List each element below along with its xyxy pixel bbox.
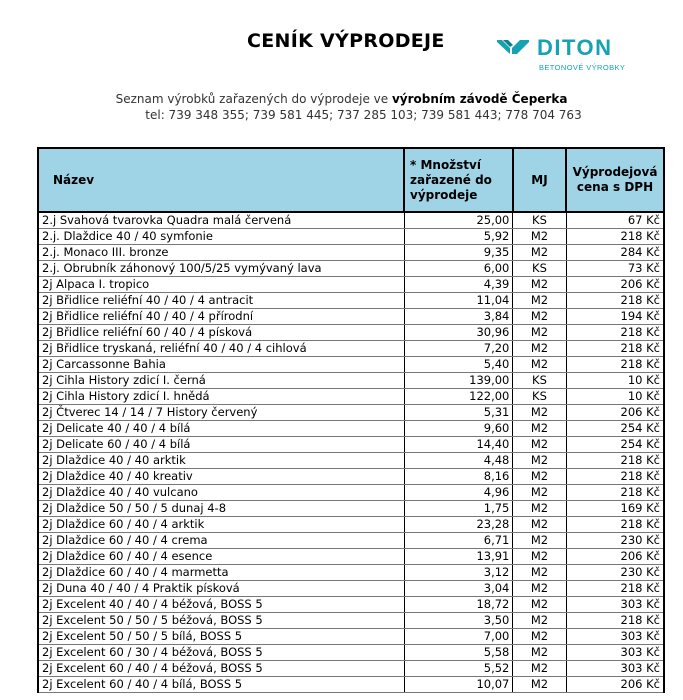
- cell-price: 10 Kč: [566, 373, 664, 389]
- cell-quantity: 6,00: [404, 261, 513, 277]
- table-row: [38, 661, 664, 677]
- table-row: [38, 389, 664, 405]
- table-row: [38, 549, 664, 565]
- cell-name: 2j Břidlice tryskaná, reliéfní 40 / 40 / 4 cihlová: [38, 341, 404, 357]
- logo-name: DITON: [537, 35, 613, 60]
- table-row: [38, 613, 664, 629]
- cell-unit: M2: [513, 437, 566, 453]
- cell-unit: M2: [513, 357, 566, 373]
- cell-price: 73 Kč: [566, 261, 664, 277]
- cell-name: 2j Dlaždice 40 / 40 arktik: [38, 453, 404, 469]
- cell-quantity: 23,28: [404, 517, 513, 533]
- cell-price: 303 Kč: [566, 597, 664, 613]
- cell-quantity: 30,96: [404, 325, 513, 341]
- cell-unit: M2: [513, 421, 566, 437]
- cell-unit: M2: [513, 533, 566, 549]
- cell-price: 206 Kč: [566, 277, 664, 293]
- cell-unit: KS: [513, 261, 566, 277]
- cell-unit: M2: [513, 517, 566, 533]
- cell-quantity: 9,35: [404, 245, 513, 261]
- cell-price: 230 Kč: [566, 533, 664, 549]
- cell-quantity: 9,60: [404, 421, 513, 437]
- intro-text: Seznam výrobků zařazených do výprodeje ve: [115, 92, 392, 106]
- cell-price: 218 Kč: [566, 293, 664, 309]
- cell-price: 218 Kč: [566, 485, 664, 501]
- cell-name: 2j Cihla History zdicí I. hnědá: [38, 389, 404, 405]
- table-row: [38, 453, 664, 469]
- cell-name: 2.j. Monaco III. bronze: [38, 245, 404, 261]
- cell-name: 2j Delicate 60 / 40 / 4 bílá: [38, 437, 404, 453]
- cell-price: 218 Kč: [566, 229, 664, 245]
- cell-price: 218 Kč: [566, 613, 664, 629]
- column-header-quantity: * Množství zařazené do výprodeje: [404, 148, 513, 212]
- column-header-unit: MJ: [513, 148, 566, 212]
- cell-price: 218 Kč: [566, 453, 664, 469]
- cell-unit: M2: [513, 229, 566, 245]
- cell-unit: KS: [513, 389, 566, 405]
- cell-price: 218 Kč: [566, 581, 664, 597]
- cell-quantity: 4,96: [404, 485, 513, 501]
- cell-quantity: 6,71: [404, 533, 513, 549]
- cell-unit: M2: [513, 565, 566, 581]
- cell-unit: M2: [513, 325, 566, 341]
- cell-unit: M2: [513, 245, 566, 261]
- cell-price: 218 Kč: [566, 517, 664, 533]
- table-row: [38, 341, 664, 357]
- table-row: [38, 357, 664, 373]
- cell-unit: KS: [513, 373, 566, 389]
- cell-price: 230 Kč: [566, 565, 664, 581]
- cell-unit: M2: [513, 581, 566, 597]
- cell-price: 206 Kč: [566, 405, 664, 421]
- cell-price: 218 Kč: [566, 357, 664, 373]
- cell-name: 2j Excelent 50 / 50 / 5 béžová, BOSS 5: [38, 613, 404, 629]
- cell-unit: M2: [513, 469, 566, 485]
- table-row: [38, 501, 664, 517]
- cell-price: 194 Kč: [566, 309, 664, 325]
- cell-quantity: 122,00: [404, 389, 513, 405]
- price-table: [37, 147, 665, 693]
- cell-quantity: 13,91: [404, 549, 513, 565]
- cell-quantity: 8,16: [404, 469, 513, 485]
- cell-name: 2j Delicate 40 / 40 / 4 bílá: [38, 421, 404, 437]
- table-row: [38, 517, 664, 533]
- cell-name: 2j Dlaždice 60 / 40 / 4 marmetta: [38, 565, 404, 581]
- cell-name: 2j Břidlice reliéfní 60 / 40 / 4 písková: [38, 325, 404, 341]
- cell-unit: KS: [513, 212, 566, 229]
- table-row: [38, 229, 664, 245]
- cell-name: 2j Excelent 60 / 40 / 4 bílá, BOSS 5: [38, 677, 404, 693]
- cell-quantity: 3,04: [404, 581, 513, 597]
- column-header-price: Výprodejová cena s DPH: [566, 148, 664, 212]
- cell-price: 206 Kč: [566, 677, 664, 693]
- cell-unit: M2: [513, 485, 566, 501]
- phone-numbers: tel: 739 348 355; 739 581 445; 737 285 103; 739 581 443; 778 704 763: [145, 108, 582, 122]
- cell-price: 218 Kč: [566, 469, 664, 485]
- table-row: [38, 405, 664, 421]
- cell-quantity: 5,40: [404, 357, 513, 373]
- diton-logo-icon: [497, 38, 531, 56]
- table-row: [38, 629, 664, 645]
- cell-name: 2.j. Obrubník záhonový 100/5/25 vymývaný lava: [38, 261, 404, 277]
- table-row: [38, 212, 664, 229]
- cell-unit: M2: [513, 613, 566, 629]
- intro-block: [0, 91, 683, 123]
- cell-name: 2j Čtverec 14 / 14 / 7 History červený: [38, 405, 404, 421]
- cell-name: 2.j. Dlaždice 40 / 40 symfonie: [38, 229, 404, 245]
- table-row: [38, 325, 664, 341]
- cell-price: 67 Kč: [566, 212, 664, 229]
- cell-quantity: 7,20: [404, 341, 513, 357]
- cell-quantity: 3,84: [404, 309, 513, 325]
- table-header: [38, 148, 664, 212]
- cell-quantity: 10,07: [404, 677, 513, 693]
- table-row: [38, 293, 664, 309]
- cell-quantity: 5,31: [404, 405, 513, 421]
- cell-quantity: 139,00: [404, 373, 513, 389]
- table-row: [38, 261, 664, 277]
- cell-name: 2.j Svahová tvarovka Quadra malá červená: [38, 212, 404, 229]
- table-row: [38, 533, 664, 549]
- cell-quantity: 1,75: [404, 501, 513, 517]
- intro-location: výrobním závodě Čeperka: [391, 92, 568, 106]
- cell-quantity: 5,92: [404, 229, 513, 245]
- table-row: [38, 677, 664, 693]
- cell-price: 254 Kč: [566, 437, 664, 453]
- cell-unit: M2: [513, 453, 566, 469]
- cell-name: 2j Břidlice reliéfní 40 / 40 / 4 přírodní: [38, 309, 404, 325]
- table-body: [38, 212, 664, 693]
- cell-quantity: 5,52: [404, 661, 513, 677]
- cell-price: 303 Kč: [566, 629, 664, 645]
- cell-unit: M2: [513, 501, 566, 517]
- cell-unit: M2: [513, 549, 566, 565]
- cell-price: 284 Kč: [566, 245, 664, 261]
- cell-quantity: 3,50: [404, 613, 513, 629]
- cell-name: 2j Excelent 60 / 40 / 4 béžová, BOSS 5: [38, 661, 404, 677]
- cell-name: 2j Dlaždice 50 / 50 / 5 dunaj 4-8: [38, 501, 404, 517]
- cell-name: 2j Carcassonne Bahia: [38, 357, 404, 373]
- cell-price: 218 Kč: [566, 341, 664, 357]
- cell-name: 2j Dlaždice 40 / 40 kreativ: [38, 469, 404, 485]
- page-title: CENÍK VÝPRODEJE: [247, 30, 445, 52]
- cell-name: 2j Excelent 40 / 40 / 4 béžová, BOSS 5: [38, 597, 404, 613]
- cell-name: 2j Dlaždice 60 / 40 / 4 esence: [38, 549, 404, 565]
- cell-quantity: 11,04: [404, 293, 513, 309]
- cell-name: 2j Alpaca I. tropico: [38, 277, 404, 293]
- cell-quantity: 25,00: [404, 212, 513, 229]
- cell-name: 2j Dlaždice 60 / 40 / 4 arktik: [38, 517, 404, 533]
- cell-price: 218 Kč: [566, 325, 664, 341]
- cell-quantity: 4,48: [404, 453, 513, 469]
- cell-name: 2j Dlaždice 60 / 40 / 4 crema: [38, 533, 404, 549]
- cell-unit: M2: [513, 629, 566, 645]
- cell-price: 254 Kč: [566, 421, 664, 437]
- cell-unit: M2: [513, 341, 566, 357]
- logo-subtitle: BETONOVÉ VÝROBKY: [539, 63, 626, 72]
- table-row: [38, 469, 664, 485]
- cell-unit: M2: [513, 645, 566, 661]
- cell-price: 169 Kč: [566, 501, 664, 517]
- table-row: [38, 485, 664, 501]
- cell-quantity: 18,72: [404, 597, 513, 613]
- company-logo: [497, 36, 657, 76]
- cell-unit: M2: [513, 309, 566, 325]
- intro-line: [0, 91, 683, 107]
- cell-name: 2j Excelent 50 / 50 / 5 bílá, BOSS 5: [38, 629, 404, 645]
- cell-unit: M2: [513, 277, 566, 293]
- table-row: [38, 437, 664, 453]
- table-row: [38, 565, 664, 581]
- table-row: [38, 581, 664, 597]
- cell-unit: M2: [513, 661, 566, 677]
- cell-quantity: 5,58: [404, 645, 513, 661]
- cell-name: 2j Duna 40 / 40 / 4 Praktik písková: [38, 581, 404, 597]
- table-row: [38, 597, 664, 613]
- cell-price: 303 Kč: [566, 661, 664, 677]
- cell-name: 2j Excelent 60 / 30 / 4 béžová, BOSS 5: [38, 645, 404, 661]
- cell-quantity: 4,39: [404, 277, 513, 293]
- column-header-name: Název: [38, 148, 404, 212]
- table-row: [38, 277, 664, 293]
- cell-price: 303 Kč: [566, 645, 664, 661]
- cell-unit: M2: [513, 405, 566, 421]
- cell-unit: M2: [513, 597, 566, 613]
- cell-name: 2j Břidlice reliéfní 40 / 40 / 4 antracit: [38, 293, 404, 309]
- table-row: [38, 421, 664, 437]
- cell-name: 2j Cihla History zdicí I. černá: [38, 373, 404, 389]
- table-row: [38, 245, 664, 261]
- table-row: [38, 373, 664, 389]
- cell-unit: M2: [513, 293, 566, 309]
- cell-quantity: 3,12: [404, 565, 513, 581]
- table-row: [38, 309, 664, 325]
- cell-price: 206 Kč: [566, 549, 664, 565]
- cell-quantity: 7,00: [404, 629, 513, 645]
- cell-quantity: 14,40: [404, 437, 513, 453]
- cell-price: 10 Kč: [566, 389, 664, 405]
- cell-unit: M2: [513, 677, 566, 693]
- table-row: [38, 645, 664, 661]
- cell-name: 2j Dlaždice 40 / 40 vulcano: [38, 485, 404, 501]
